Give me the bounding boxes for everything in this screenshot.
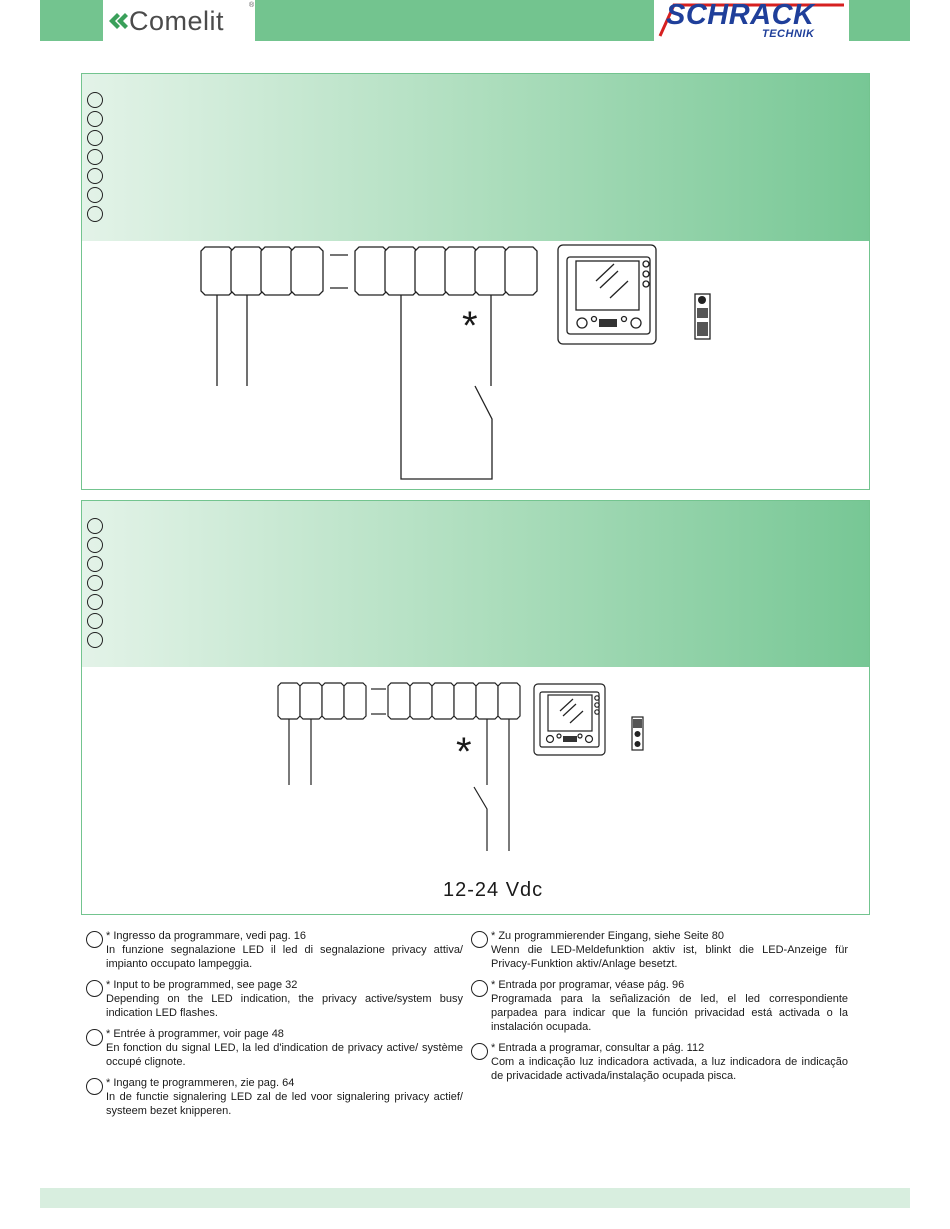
terminal-9 (476, 683, 498, 719)
note-title: * Entrada a programar, consultar a pág. 112 (491, 1042, 705, 1054)
note-body: Programada para la señalización de led, el led correspondiente parpadea para indicar que la función privacidad está activada o la instalación ocupada. (491, 993, 848, 1033)
registered-icon: ® (249, 2, 255, 9)
note-title: * Entrada por programar, véase pág. 96 (491, 979, 685, 991)
terminal-6 (385, 247, 417, 295)
terminal-2 (300, 683, 322, 719)
schrack-logo-subtext: TECHNIK (762, 28, 815, 40)
note-title: * Zu programmierender Eingang, siehe Seite 80 (491, 930, 724, 942)
comelit-logo-text: Comelit (129, 6, 225, 36)
terminal-2 (231, 247, 263, 295)
wiring-diagram-2 (82, 501, 869, 914)
terminal-8 (454, 683, 476, 719)
schrack-logo-text: SCHRACK (666, 0, 815, 31)
language-circle-icon (471, 980, 488, 997)
asterisk-mark: * (462, 304, 478, 348)
monitor-outline (558, 245, 656, 344)
language-circle-icon (471, 931, 488, 948)
comelit-logo (103, 0, 255, 41)
comelit-mark-icon (107, 11, 129, 31)
terminal-3 (322, 683, 344, 719)
asterisk-mark: * (456, 730, 472, 774)
note-title: * Ingresso da programmare, vedi pag. 16 (106, 930, 306, 942)
terminal-8 (445, 247, 477, 295)
note-body: En fonction du signal LED, la led d'indication de privacy active/ système occupé clignote. (106, 1042, 463, 1068)
footer-bar (40, 1188, 910, 1208)
language-circle-icon (471, 1043, 488, 1060)
note-title: * Entrée à programmer, voir page 48 (106, 1028, 284, 1040)
language-circle-icon (86, 1029, 103, 1046)
switch-loop (401, 295, 492, 479)
language-circle-icon (86, 980, 103, 997)
schrack-logo (654, 0, 849, 41)
language-circle-icon (86, 931, 103, 948)
terminal-4 (291, 247, 323, 295)
terminal-5 (355, 247, 387, 295)
terminal-1 (201, 247, 233, 295)
note-body: In de functie signalering LED zal de led voor signalering privacy actief/ systeem bezet knipperen. (106, 1091, 463, 1117)
note-body: Wenn die LED-Meldefunktion aktiv ist, blinkt die LED-Anzeige für Privacy-Funktion aktiv/Anlage besetzt. (491, 944, 848, 970)
terminal-10 (505, 247, 537, 295)
note-body: In funzione segnalazione LED il led di segnalazione privacy attiva/ impianto occupato lampeggia. (106, 944, 463, 970)
terminal-4 (344, 683, 366, 719)
terminal-10 (498, 683, 520, 719)
note-title: * Input to be programmed, see page 32 (106, 979, 298, 991)
terminal-7 (432, 683, 454, 719)
terminal-5 (388, 683, 410, 719)
note-title: * Ingang te programmeren, zie pag. 64 (106, 1077, 295, 1089)
voltage-label: 12-24 Vdc (443, 879, 544, 901)
terminal-7 (415, 247, 447, 295)
wiring-diagram-panel-2 (81, 500, 870, 915)
note-body: Depending on the LED indication, the privacy active/system busy indication LED flashes. (106, 993, 463, 1019)
note-body: Com a indicação luz indicadora activada, a luz indicadora de indicação de privacidade activada/instalação ocupada pisca. (491, 1056, 848, 1082)
language-circle-icon (86, 1078, 103, 1095)
terminal-9 (475, 247, 507, 295)
wiring-diagram-1 (82, 74, 869, 489)
terminal-6 (410, 683, 432, 719)
wiring-diagram-panel-1 (81, 73, 870, 490)
terminal-1 (278, 683, 300, 719)
terminal-3 (261, 247, 293, 295)
